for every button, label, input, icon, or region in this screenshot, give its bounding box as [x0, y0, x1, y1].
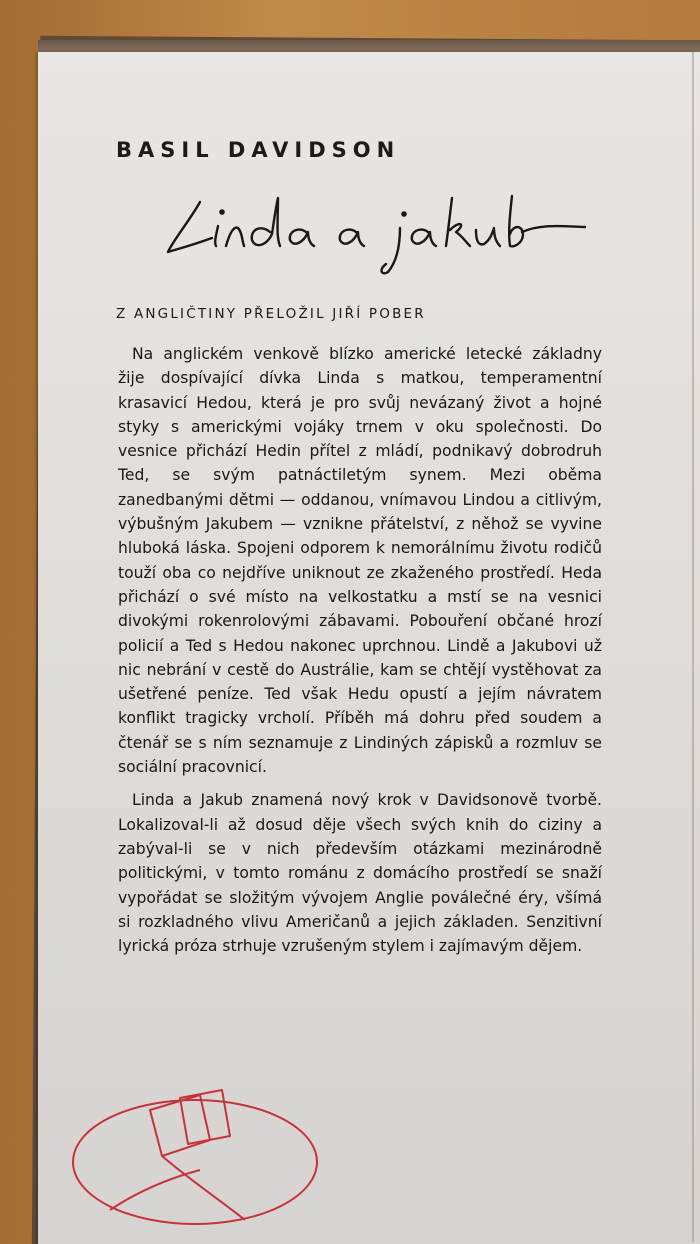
- blurb-paragraph-1: Na anglickém venkově blízko americké letecké základny žije dospívající dívka Linda s matkou, temperamentní krasavicí Hedou, která je pro svůj nevázaný život a hojné styky s americkými vojáky trnem v oku společnosti. Do vesnice přichází Hedin přítel z mládí, podnikavý dobrodruh Ted, se svým patnáctiletým synem. Mezi oběma zanedbanými dětmi — oddanou, vnímavou Lindou a citlivým, výbušným Jakubem — vznikne přátelství, z něhož se vyvine hluboká láska. Spojeni odporem k nemorálnímu životu rodičů touží oba co nejdříve uniknout ze zkaženého prostředí. Heda přichází o své místo na velkostatku a mstí se na vesnici divokými rokenrolovými zábavami. Pobouření občané hrozí policií a Ted s Hedou nakonec uprchnou. Lindě a Jakubovi už nic nebrání v cestě do Austrálie, kam se chtějí vystěhovat za ušetřené peníze. Ted však Hedu opustí a jejím návratem konflikt tragicky vrcholí. Příběh má dohru před soudem a čtenář se s ním seznamuje z Lindiných zápisků a rozmluv se sociální pracovnicí.: [118, 345, 602, 777]
- handwritten-title: [160, 180, 590, 280]
- author-name: BASIL DAVIDSON: [116, 138, 401, 162]
- fold-line: [692, 52, 694, 1242]
- blurb: [118, 342, 602, 967]
- publisher-emblem-icon: [70, 1070, 320, 1244]
- blurb-paragraph-2: Linda a Jakub znamená nový krok v Davidsonově tvorbě. Lokalizoval-li až dosud děje všech svých knih do ciziny a zabýval-li se v nich především otázkami mezinárodně politickými, v tomto románu z domácího prostředí se snaží vypořádat se složitým vývojem Anglie poválečné éry, všímá si rozkladného vlivu Američanů a jejich základen. Senzitivní lyrická próza strhuje vzrušeným stylem i zajímavým dějem.: [118, 791, 602, 956]
- translator-credit: Z ANGLIČTINY PŘELOŽIL JIŘÍ POBER: [116, 306, 426, 322]
